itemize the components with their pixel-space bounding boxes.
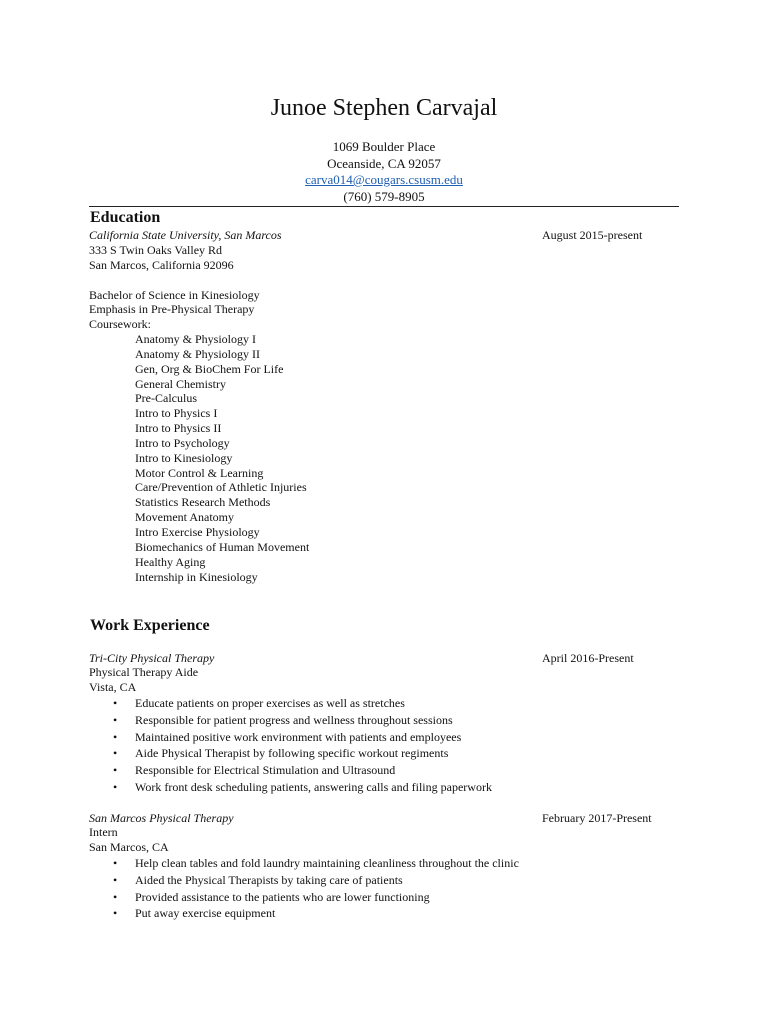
address-line-2: Oceanside, CA 92057 xyxy=(327,155,441,171)
course-item: Intro to Kinesiology xyxy=(135,450,233,465)
duty-text: Aide Physical Therapist by following specific workout regiments xyxy=(135,746,449,761)
course-item: Intro to Physics II xyxy=(135,421,222,436)
bullet-icon: • xyxy=(113,746,118,761)
course-item: Biomechanics of Human Movement xyxy=(135,539,310,554)
course-item: Gen, Org & BioChem For Life xyxy=(135,361,284,376)
bullet-icon: • xyxy=(113,872,118,887)
duty-item xyxy=(113,695,492,712)
resume-name: Junoe Stephen Carvajal xyxy=(270,95,498,121)
bullet-icon: • xyxy=(113,856,118,870)
bullet-icon: • xyxy=(113,779,118,794)
duty-item xyxy=(113,872,519,889)
school-name: California State University, San Marcos xyxy=(89,228,282,242)
email-link[interactable]: carva014@cougars.csusm.edu xyxy=(305,172,463,187)
course-list xyxy=(135,332,309,584)
course-item: Intro Exercise Physiology xyxy=(135,524,260,539)
course-item: Healthy Aging xyxy=(135,554,206,569)
duty-text: Responsible for patient progress and wellness throughout sessions xyxy=(135,712,453,727)
course-item: Motor Control & Learning xyxy=(135,465,264,480)
job-date: April 2016-Present xyxy=(542,651,634,665)
duty-text: Aided the Physical Therapists by taking care of patients xyxy=(135,872,403,887)
degree: Bachelor of Science in Kinesiology xyxy=(89,288,260,302)
duty-item xyxy=(113,729,492,746)
duty-item xyxy=(113,889,519,906)
duty-item xyxy=(113,712,492,729)
course-item: Internship in Kinesiology xyxy=(135,569,258,584)
bullet-icon: • xyxy=(113,906,118,921)
course-item: Anatomy & Physiology II xyxy=(135,346,260,361)
course-item: Intro to Psychology xyxy=(135,435,230,450)
job-duties-list xyxy=(113,695,492,796)
header-divider xyxy=(89,206,679,207)
address-line-1: 1069 Boulder Place xyxy=(332,139,436,154)
coursework-label: Coursework: xyxy=(89,317,151,331)
job-location: San Marcos, CA xyxy=(89,840,169,854)
school-city: San Marcos, California 92096 xyxy=(89,258,234,272)
emphasis: Emphasis in Pre-Physical Therapy xyxy=(89,302,255,316)
contact-block xyxy=(0,139,768,205)
course-item: Movement Anatomy xyxy=(135,510,234,525)
bullet-icon: • xyxy=(113,696,118,710)
course-item: Care/Prevention of Athletic Injuries xyxy=(135,480,307,495)
employer-name: Tri-City Physical Therapy xyxy=(89,651,215,665)
course-item: Statistics Research Methods xyxy=(135,495,271,510)
bullet-icon: • xyxy=(113,763,118,778)
duty-text: Educate patients on proper exercises as well as stretches xyxy=(135,696,405,710)
course-item: Anatomy & Physiology I xyxy=(135,332,257,346)
education-date: August 2015-present xyxy=(542,228,643,242)
duty-text: Responsible for Electrical Stimulation and Ultrasound xyxy=(135,763,396,778)
bullet-icon: • xyxy=(113,889,118,904)
duty-item xyxy=(113,905,519,922)
course-item: Intro to Physics I xyxy=(135,406,218,421)
duty-item xyxy=(113,779,492,796)
phone-number: (760) 579-8905 xyxy=(343,188,425,204)
duty-item xyxy=(113,762,492,779)
job-role: Intern xyxy=(89,825,118,839)
duty-text: Maintained positive work environment with patients and employees xyxy=(135,729,462,744)
course-item: General Chemistry xyxy=(135,376,226,391)
bullet-icon: • xyxy=(113,712,118,727)
duty-item xyxy=(113,855,519,872)
job-date: February 2017-Present xyxy=(542,811,652,825)
job-duties-list xyxy=(113,855,519,922)
duty-text: Provided assistance to the patients who are lower functioning xyxy=(135,889,430,904)
duty-item xyxy=(113,745,492,762)
education-heading: Education xyxy=(90,209,161,226)
duty-text: Work front desk scheduling patients, answering calls and filing paperwork xyxy=(135,779,492,794)
duty-text: Help clean tables and fold laundry maintaining cleanliness throughout the clinic xyxy=(135,856,519,870)
school-street: 333 S Twin Oaks Valley Rd xyxy=(89,243,223,257)
employer-name: San Marcos Physical Therapy xyxy=(89,811,234,825)
course-item: Pre-Calculus xyxy=(135,391,197,406)
duty-text: Put away exercise equipment xyxy=(135,906,276,921)
work-experience-heading: Work Experience xyxy=(90,617,210,634)
job-role: Physical Therapy Aide xyxy=(89,665,199,679)
job-location: Vista, CA xyxy=(89,680,137,694)
bullet-icon: • xyxy=(113,729,118,744)
